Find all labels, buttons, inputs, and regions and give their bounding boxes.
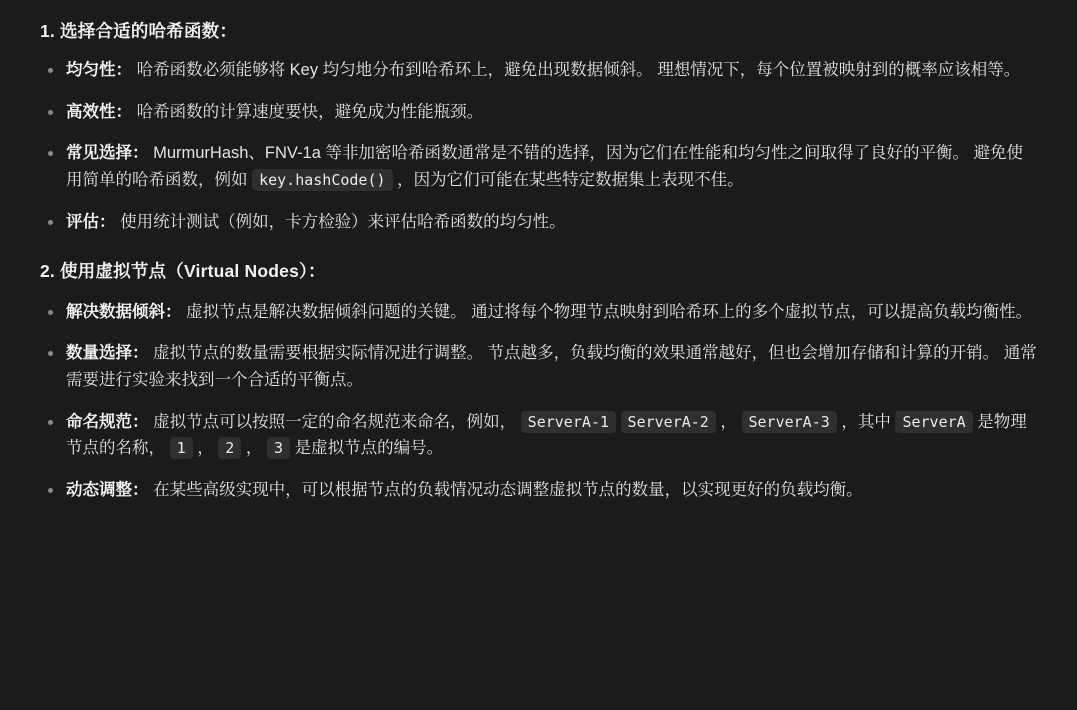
list-item-body — [182, 303, 1033, 321]
text-run: ， — [715, 412, 742, 431]
list-item-lead: 均匀性： — [66, 61, 132, 79]
list-item-lead: 高效性： — [66, 102, 132, 121]
list-item — [40, 209, 1037, 236]
list-item — [40, 340, 1037, 393]
inline-code: ServerA-3 — [742, 411, 837, 433]
inline-code: 1 — [170, 437, 193, 459]
text-run: MurmurHash、FNV-1a 等非加密哈希函数通常是不错的选择，因为它们在性能和均匀性之间取得了良好的平衡。 避免使用简单的哈希函数，例如 — [66, 144, 1024, 190]
list-item-lead: 常见选择： — [66, 144, 149, 163]
text-run — [616, 413, 621, 431]
bullet-list-1 — [40, 57, 1037, 236]
list-item — [40, 140, 1037, 193]
list-item-body — [132, 61, 1020, 79]
list-item-lead: 动态调整： — [66, 481, 149, 500]
list-item-lead: 数量选择： — [66, 344, 149, 363]
text-run: ，因为它们可能在某些特定数据集上表现不佳。 — [392, 171, 744, 190]
inline-code: key.hashCode() — [252, 169, 392, 191]
list-item — [40, 299, 1037, 326]
text-run: 是虚拟节点的编号。 — [290, 439, 444, 458]
inline-code: ServerA-1 — [521, 411, 616, 433]
list-item-body — [116, 213, 566, 231]
inline-code: ServerA-2 — [621, 411, 716, 433]
list-item — [40, 409, 1037, 462]
list-item — [40, 57, 1037, 84]
text-run: ， — [241, 439, 267, 458]
inline-code: 2 — [218, 437, 241, 459]
section-heading-2: 2. 使用虚拟节点（Virtual Nodes）： — [40, 260, 326, 281]
list-item-body — [132, 103, 483, 121]
list-item-body — [66, 411, 1027, 460]
text-run: 虚拟节点是解决数据倾斜问题的关键。 通过将每个物理节点映射到哈希环上的多个虚拟节点，可以提高负载均衡性。 — [181, 302, 1033, 321]
inline-code: 3 — [267, 437, 290, 459]
text-run: 虚拟节点的数量需要根据实际情况进行调整。 节点越多，负载均衡的效果通常越好，但也会增加存储和计算的开销。 通常需要进行实验来找到一个合适的平衡点。 — [66, 344, 1037, 390]
text-run: 哈希函数的计算速度要快，避免成为性能瓶颈。 — [132, 102, 484, 121]
text-run: 哈希函数必须能够将 Key 均匀地分布到哈希环上，避免出现数据倾斜。 理想情况下，每个位置被映射到的概率应该相等。 — [132, 61, 1021, 79]
inline-code: ServerA — [895, 411, 972, 433]
bullet-list-2 — [40, 299, 1037, 504]
list-item-lead: 评估： — [66, 212, 116, 231]
text-run: 在某些高级实现中，可以根据节点的负载情况动态调整虚拟节点的数量，以实现更好的负载均衡。 — [148, 481, 863, 500]
text-run: 虚拟节点可以按照一定的命名规范来命名，例如， — [148, 412, 521, 431]
text-run: 使用统计测试（例如，卡方检验）来评估哈希函数的均匀性。 — [115, 212, 566, 231]
list-item-lead: 解决数据倾斜： — [66, 302, 182, 321]
text-run: 是物理节点的名称， — [66, 412, 1027, 458]
text-run: ，其中 — [836, 412, 896, 431]
list-item-body — [66, 144, 1023, 191]
list-item-body — [149, 481, 863, 499]
list-item-body — [66, 344, 1037, 389]
list-item — [40, 99, 1037, 126]
text-run: ， — [192, 439, 219, 458]
list-item-lead: 命名规范： — [66, 412, 149, 431]
section-heading-1: 1. 选择合适的哈希函数： — [40, 21, 238, 41]
list-item — [40, 477, 1037, 504]
